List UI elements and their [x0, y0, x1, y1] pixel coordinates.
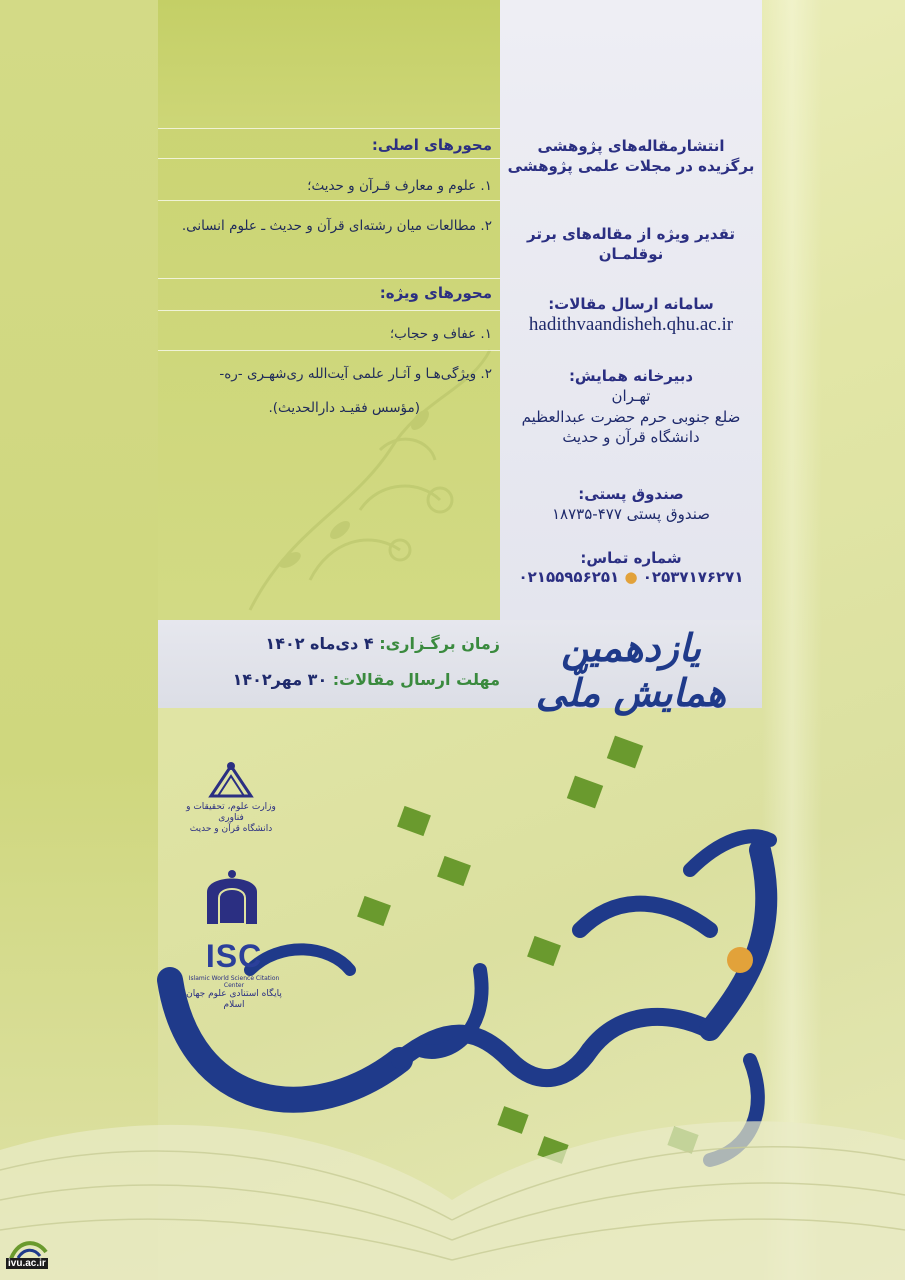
main-topic-item: ۱. علوم و معارف قـرآن و حدیث؛: [307, 178, 492, 194]
publish-line: انتشارمقاله‌های پژوهشی: [537, 137, 725, 155]
bullet-icon: ●: [624, 568, 638, 587]
dome-emblem-icon: [199, 862, 265, 928]
isc-caption-en: Islamic World Science Citation Center: [188, 975, 280, 990]
pajouhesh-logo: [196, 862, 268, 932]
phone-number[interactable]: ۰۲۵۳۷۱۷۶۲۷۱: [642, 568, 744, 587]
held-date: [170, 634, 500, 653]
award-info: [504, 224, 758, 265]
header-block: [158, 0, 500, 128]
isc-caption-fa: پایگاه استنادی علوم جهان اسلام: [186, 989, 282, 1011]
special-topic-item: ۱. عفاف و حجاب؛: [389, 326, 492, 342]
special-topic-item: ۲. ویژگی‌هـا و آثـار علمی آیت‌الله ری‌شهـری -ره-: [219, 366, 492, 382]
ministry-caption: وزارت علوم، تحقیقات و فناوری: [186, 802, 276, 823]
phone-number[interactable]: ۰۲۱۵۵۹۵۶۲۵۱: [518, 568, 620, 587]
divider: [158, 200, 500, 201]
phone-info: [504, 548, 758, 586]
award-line: نوقلمـان: [598, 245, 664, 264]
secretariat-address: ضلع جنوبی حرم حضرت عبدالعظیم: [521, 407, 741, 426]
ministry-caption: دانشگاه قرآن و حدیث: [189, 823, 273, 834]
main-topic-item: ۲. مطالعات میان رشته‌ای قرآن و حدیث ـ علوم انسانی.: [181, 218, 492, 234]
deadline-label: مهلت ارسال مقالات:: [332, 670, 500, 689]
award-line: تقدیر ویژه از مقاله‌های برتر: [526, 225, 735, 243]
pobox-value: صندوق پستی ۴۷۷-۱۸۷۳۵: [551, 505, 711, 524]
secretariat-address: دانشگاه قرآن و حدیث: [562, 427, 700, 446]
phone-numbers: [504, 568, 758, 586]
submission-info: [504, 294, 758, 336]
secretariat-label: دبیرخانه همایش:: [568, 367, 694, 385]
publish-info: [504, 136, 758, 177]
divider: [158, 278, 500, 279]
pobox-label: صندوق پستی:: [578, 485, 684, 503]
university-emblem-icon: [206, 758, 256, 798]
pobox-info: [504, 484, 758, 525]
ministry-logo: [186, 758, 276, 834]
isc-logo: [186, 938, 282, 1011]
divider: [158, 158, 500, 159]
phone-label: شماره تماس:: [580, 549, 682, 567]
submission-label: سامانه ارسال مقالات:: [548, 295, 714, 313]
special-topic-item: (مؤسس فقیـد دارالحدیث).: [268, 400, 420, 416]
deadline-value: ۳۰ مهر۱۴۰۲: [232, 670, 328, 689]
secretariat-info: [504, 366, 758, 447]
special-topics-heading: محورهای ویژه:: [379, 284, 492, 302]
held-date-value: ۴ دی‌ماه ۱۴۰۲: [265, 634, 374, 653]
main-topics-heading: محورهای اصلی:: [371, 136, 492, 154]
deadline-date: [170, 670, 500, 689]
submission-url[interactable]: hadithvaandisheh.qhu.ac.ir: [528, 314, 734, 336]
divider: [158, 310, 500, 311]
isc-wordmark: ISC: [205, 938, 263, 974]
open-book-image: [0, 1030, 905, 1280]
divider: [158, 128, 500, 129]
watermark-text: ivu.ac.ir: [8, 1258, 46, 1269]
divider: [158, 350, 500, 351]
publish-line: برگزیده در مجلات علمی پژوهشی: [507, 157, 755, 176]
secretariat-city: تهـران: [611, 387, 651, 406]
held-date-label: زمان برگـزاری:: [379, 634, 500, 653]
conference-ordinal: یازدهمین همایش ملّی: [535, 625, 727, 715]
site-logo-icon: [2, 1232, 56, 1276]
